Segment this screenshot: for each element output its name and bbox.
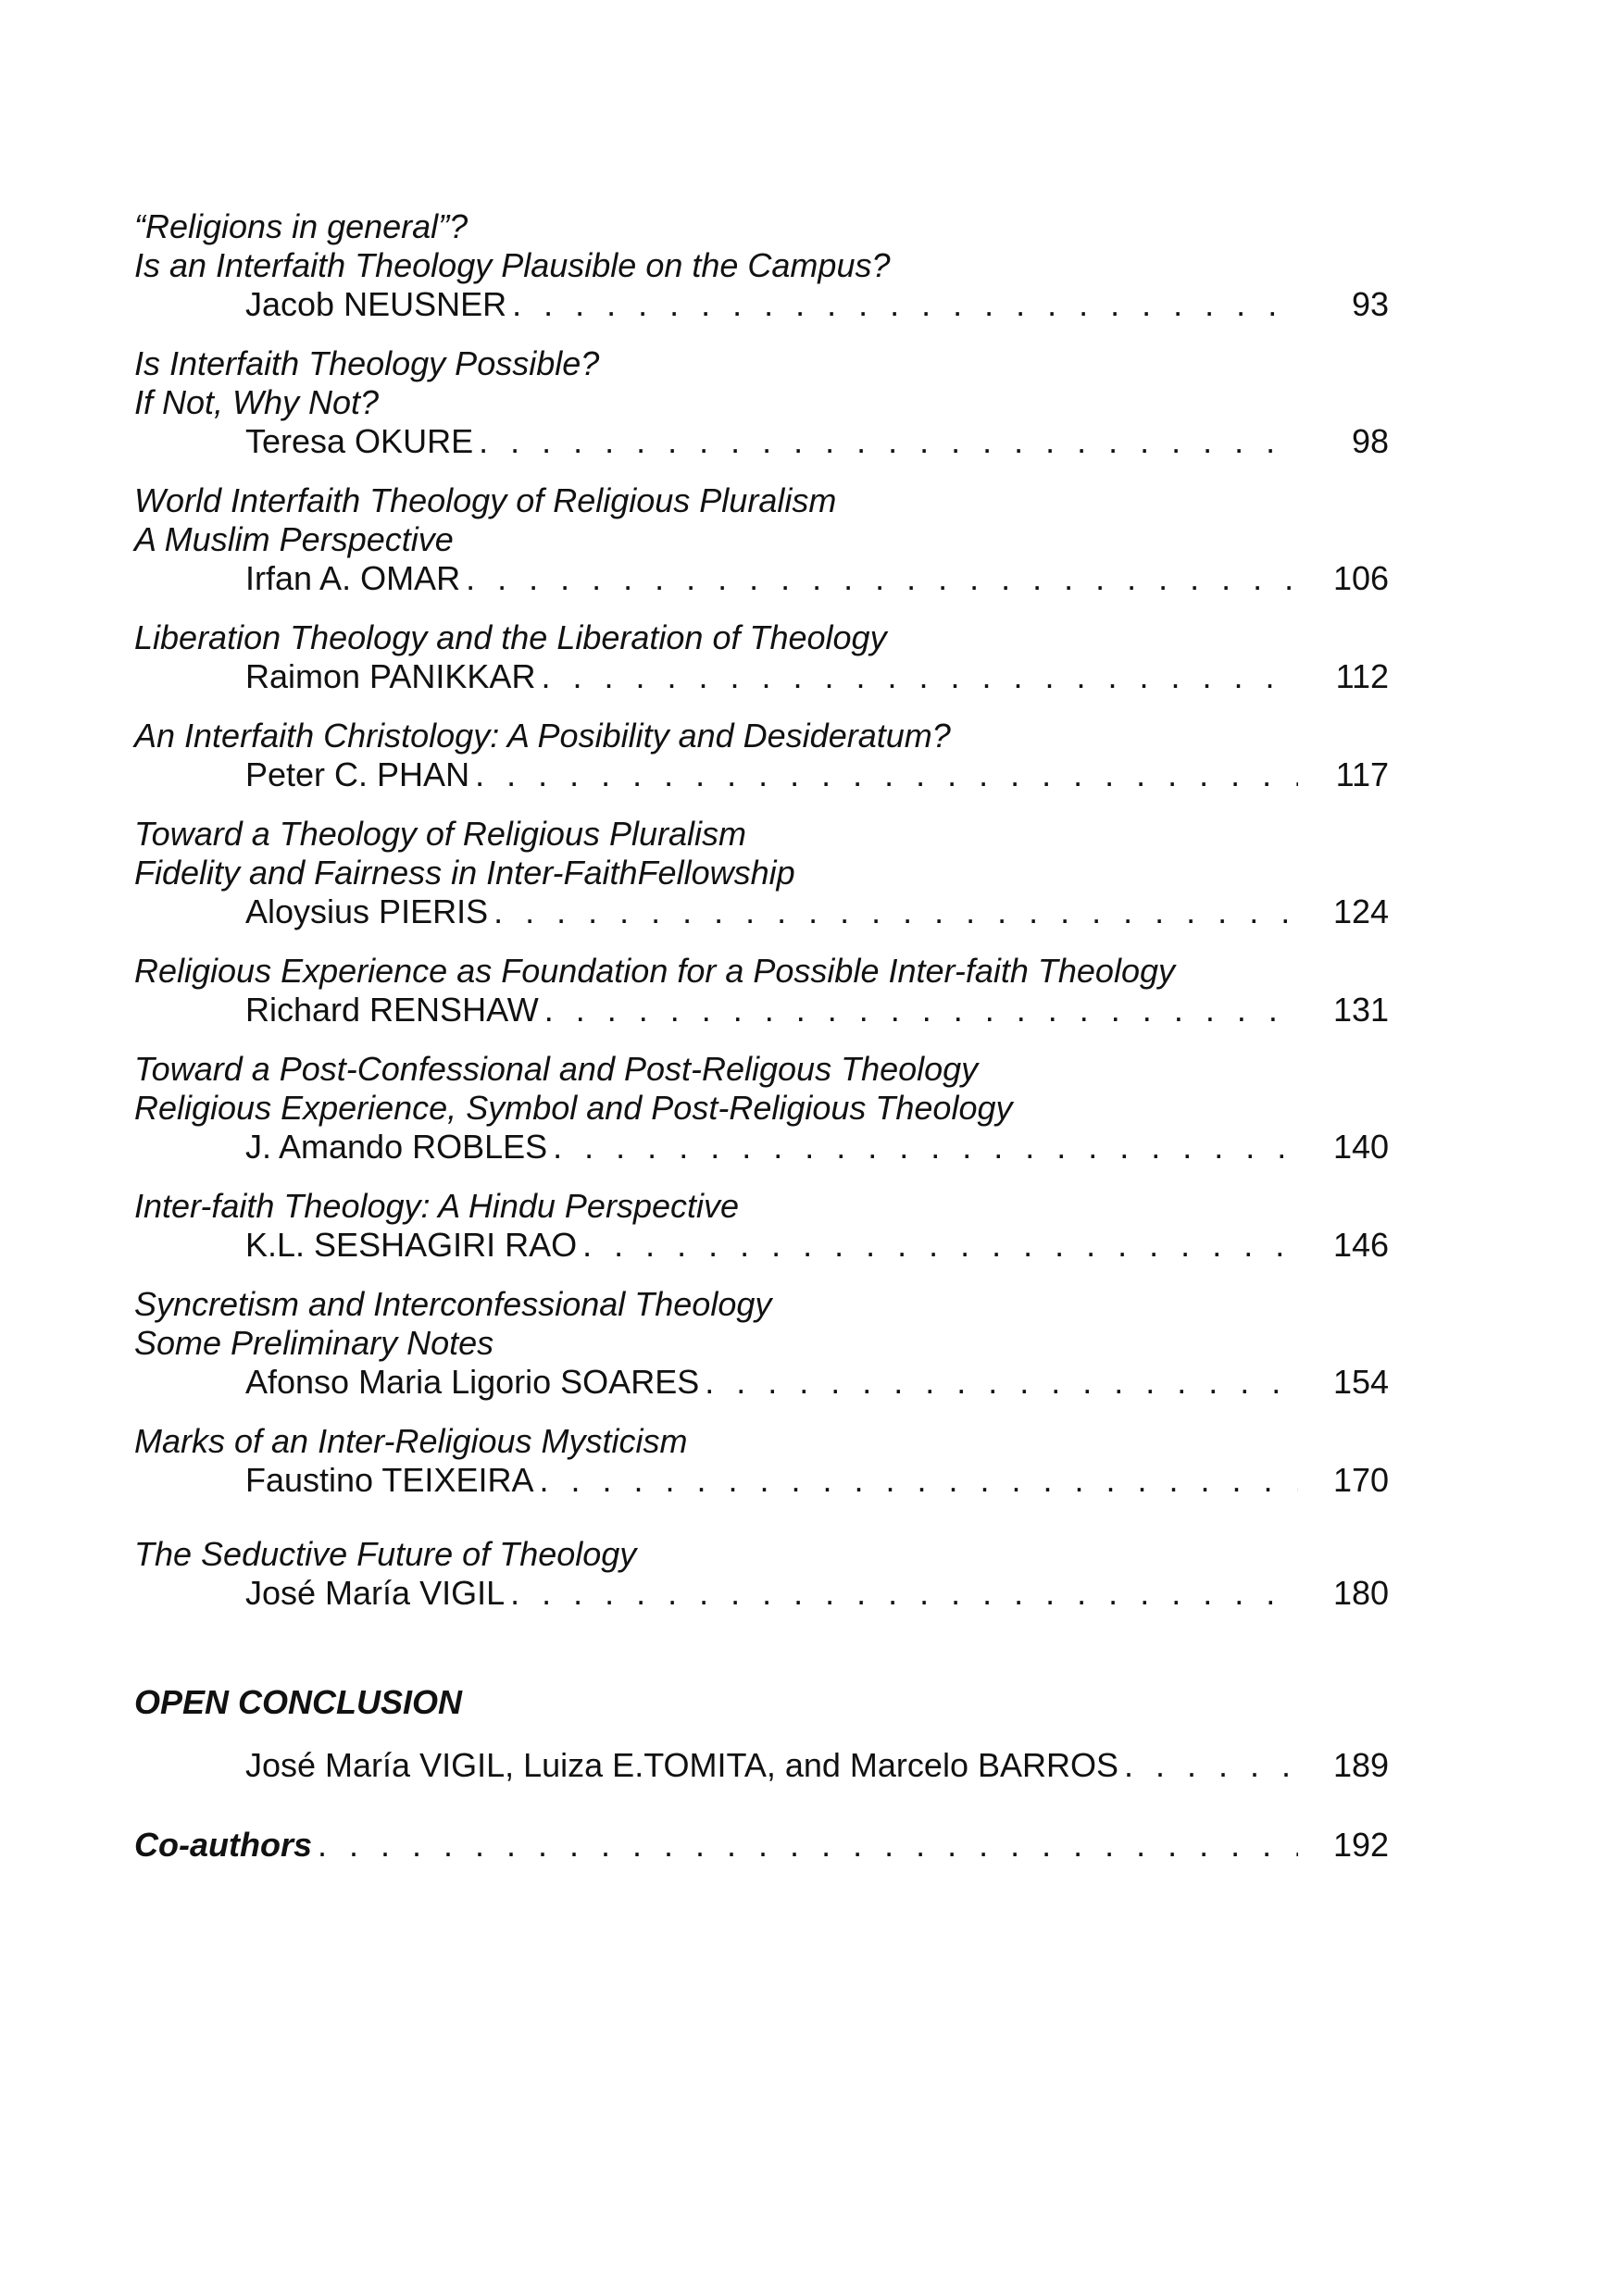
entry-subtitle: Is an Interfaith Theology Plausible on the Campus?	[134, 246, 891, 284]
entry-page-number: 154	[1333, 1363, 1390, 1401]
dot-leader	[539, 1461, 1298, 1500]
coauthors-row	[134, 1826, 1389, 1865]
toc-entry	[134, 1285, 1389, 1402]
dot-leader	[479, 422, 1298, 461]
entry-author: Aloysius PIERIS	[245, 892, 489, 930]
entry-author-row	[134, 559, 1389, 598]
toc-entry	[134, 207, 1389, 324]
entry-author-row	[134, 422, 1389, 461]
entry-author-row	[134, 892, 1389, 931]
dot-leader	[541, 657, 1298, 696]
conclusion-page-number: 189	[1333, 1746, 1390, 1784]
entry-author-row	[134, 755, 1389, 794]
entry-title: Toward a Post-Confessional and Post-Religous Theology	[134, 1050, 979, 1088]
dot-leader	[466, 559, 1298, 598]
entry-title: The Seductive Future of Theology	[134, 1535, 637, 1573]
entry-page-number: 117	[1335, 755, 1389, 793]
conclusion-author-row	[134, 1746, 1389, 1785]
dot-leader	[493, 892, 1298, 931]
toc-entry	[134, 1187, 1389, 1265]
dot-leader	[582, 1226, 1298, 1265]
entry-author-row	[134, 285, 1389, 324]
entry-page-number: 98	[1351, 422, 1389, 460]
entry-title: Liberation Theology and the Liberation of Theology	[134, 618, 887, 656]
entry-author: Afonso Maria Ligorio SOARES	[245, 1363, 700, 1401]
entry-page-number: 146	[1333, 1226, 1390, 1264]
entry-title: Is Interfaith Theology Possible?	[134, 344, 600, 382]
dot-leader	[544, 991, 1298, 1029]
entry-author: Irfan A. OMAR	[245, 559, 461, 597]
section-heading-open-conclusion: OPEN CONCLUSION	[134, 1683, 463, 1721]
dot-leader	[510, 1574, 1298, 1613]
entry-title: Inter-faith Theology: A Hindu Perspective	[134, 1187, 740, 1225]
entry-author-row	[134, 657, 1389, 696]
entry-title: Marks of an Inter-Religious Mysticism	[134, 1422, 688, 1460]
entry-title: World Interfaith Theology of Religious Pluralism	[134, 481, 837, 519]
entry-subtitle: Religious Experience, Symbol and Post-Religious Theology	[134, 1089, 1013, 1127]
toc-entry	[134, 1422, 1389, 1500]
entry-author: J. Amando ROBLES	[245, 1128, 548, 1166]
dot-leader	[475, 755, 1298, 794]
dot-leader	[1124, 1746, 1298, 1785]
entry-title: Syncretism and Interconfessional Theology	[134, 1285, 772, 1323]
entry-page-number: 93	[1351, 285, 1389, 323]
entry-subtitle: A Muslim Perspective	[134, 520, 454, 558]
entry-author: Raimon PANIKKAR	[245, 657, 536, 695]
toc-entry	[134, 481, 1389, 598]
entry-author-row	[134, 991, 1389, 1029]
entry-author: Peter C. PHAN	[245, 755, 470, 793]
entry-author-row	[134, 1461, 1389, 1500]
table-of-contents	[134, 207, 1389, 1865]
toc-entry	[134, 1535, 1389, 1613]
entry-author: Faustino TEIXEIRA	[245, 1461, 534, 1499]
entry-author: José María VIGIL	[245, 1574, 506, 1612]
toc-entry	[134, 344, 1389, 461]
coauthors-page-number: 192	[1333, 1826, 1390, 1864]
entry-subtitle: If Not, Why Not?	[134, 383, 380, 421]
dot-leader	[705, 1363, 1298, 1402]
toc-entry	[134, 815, 1389, 931]
entry-page-number: 106	[1333, 559, 1390, 597]
entry-title: Religious Experience as Foundation for a Possible Inter-faith Theology	[134, 952, 1175, 990]
entry-title: An Interfaith Christology: A Posibility and Desideratum?	[134, 717, 951, 755]
entry-subtitle: Fidelity and Fairness in Inter-FaithFellowship	[134, 854, 795, 892]
entry-author: Richard RENSHAW	[245, 991, 539, 1029]
entry-author: Teresa OKURE	[245, 422, 474, 460]
toc-entry	[134, 952, 1389, 1029]
entry-page-number: 131	[1333, 991, 1390, 1029]
dot-leader	[318, 1826, 1298, 1865]
entry-page-number: 124	[1333, 892, 1390, 930]
conclusion-authors: José María VIGIL, Luiza E.TOMITA, and Marcelo BARROS	[245, 1746, 1118, 1784]
dot-leader	[553, 1128, 1298, 1167]
entry-author-row	[134, 1574, 1389, 1613]
entry-author: K.L. SESHAGIRI RAO	[245, 1226, 578, 1264]
entry-author-row	[134, 1363, 1389, 1402]
entry-author-row	[134, 1226, 1389, 1265]
entry-author: Jacob NEUSNER	[245, 285, 507, 323]
entry-page-number: 140	[1333, 1128, 1390, 1166]
entry-subtitle: Some Preliminary Notes	[134, 1324, 494, 1362]
toc-entry	[134, 717, 1389, 794]
entry-title: Toward a Theology of Religious Pluralism	[134, 815, 746, 853]
toc-entry	[134, 1050, 1389, 1167]
entry-page-number: 180	[1333, 1574, 1390, 1612]
entry-author-row	[134, 1128, 1389, 1167]
entry-page-number: 170	[1333, 1461, 1390, 1499]
entry-title: “Religions in general”?	[134, 207, 468, 245]
coauthors-label: Co-authors	[134, 1826, 312, 1864]
dot-leader	[512, 285, 1298, 324]
toc-entry	[134, 618, 1389, 696]
entry-page-number: 112	[1335, 657, 1389, 695]
